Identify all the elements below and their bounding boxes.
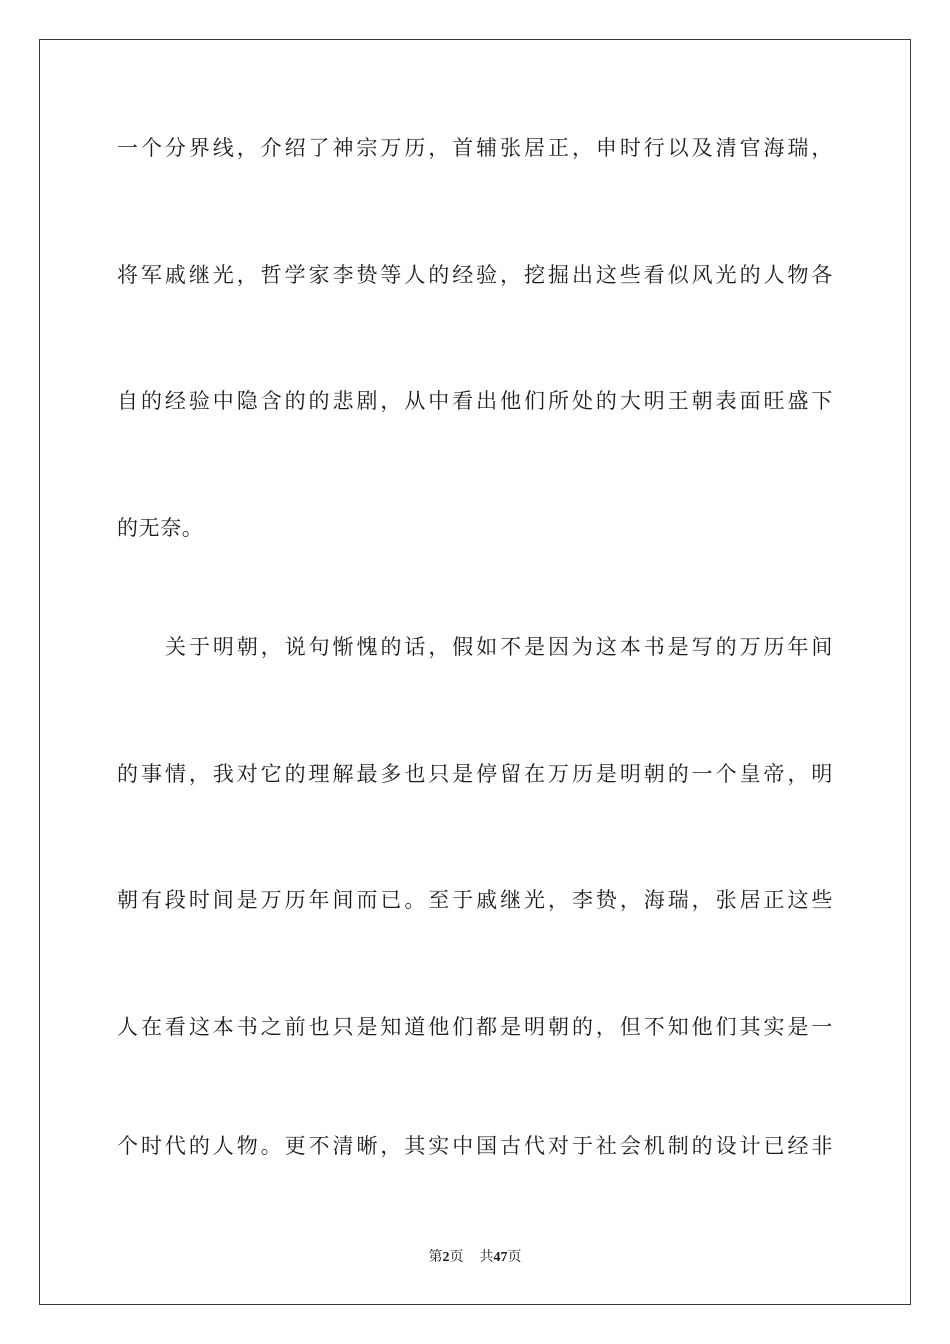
page-suffix: 页	[449, 1249, 464, 1265]
body-text-line: 人在看这本书之前也只是知道他们都是明朝的，但不知他们其实是一	[117, 1015, 833, 1039]
body-text-line: 一个分界线，介绍了神宗万历，首辅张居正，申时行以及清官海瑞，	[117, 136, 833, 160]
total-pages-indicator	[480, 1249, 522, 1265]
total-pages: 47	[493, 1250, 508, 1265]
paragraph-first-line: 关于明朝，说句惭愧的话，假如不是因为这本书是写的万历年间	[165, 635, 833, 659]
body-text-line: 的无奈。	[117, 516, 204, 540]
body-text-line: 将军戚继光，哲学家李贽等人的经验，挖掘出这些看似风光的人物各	[117, 263, 833, 287]
body-text-line: 的事情，我对它的理解最多也只是停留在万历是明朝的一个皇帝，明	[117, 762, 833, 786]
page-prefix: 第	[428, 1249, 443, 1265]
page-border	[39, 39, 911, 1305]
page-footer	[0, 1248, 950, 1267]
total-suffix: 页	[507, 1249, 522, 1265]
body-text-line: 个时代的人物。更不清晰，其实中国古代对于社会机制的设计已经非	[117, 1134, 833, 1158]
page-number: 2	[442, 1250, 450, 1265]
body-text-line: 自的经验中隐含的的悲剧，从中看出他们所处的大明王朝表面旺盛下	[117, 389, 833, 413]
body-text-line: 朝有段时间是万历年间而已。至于戚继光，李贽，海瑞，张居正这些	[117, 888, 833, 912]
total-prefix: 共	[479, 1249, 494, 1265]
page-indicator	[429, 1249, 464, 1265]
